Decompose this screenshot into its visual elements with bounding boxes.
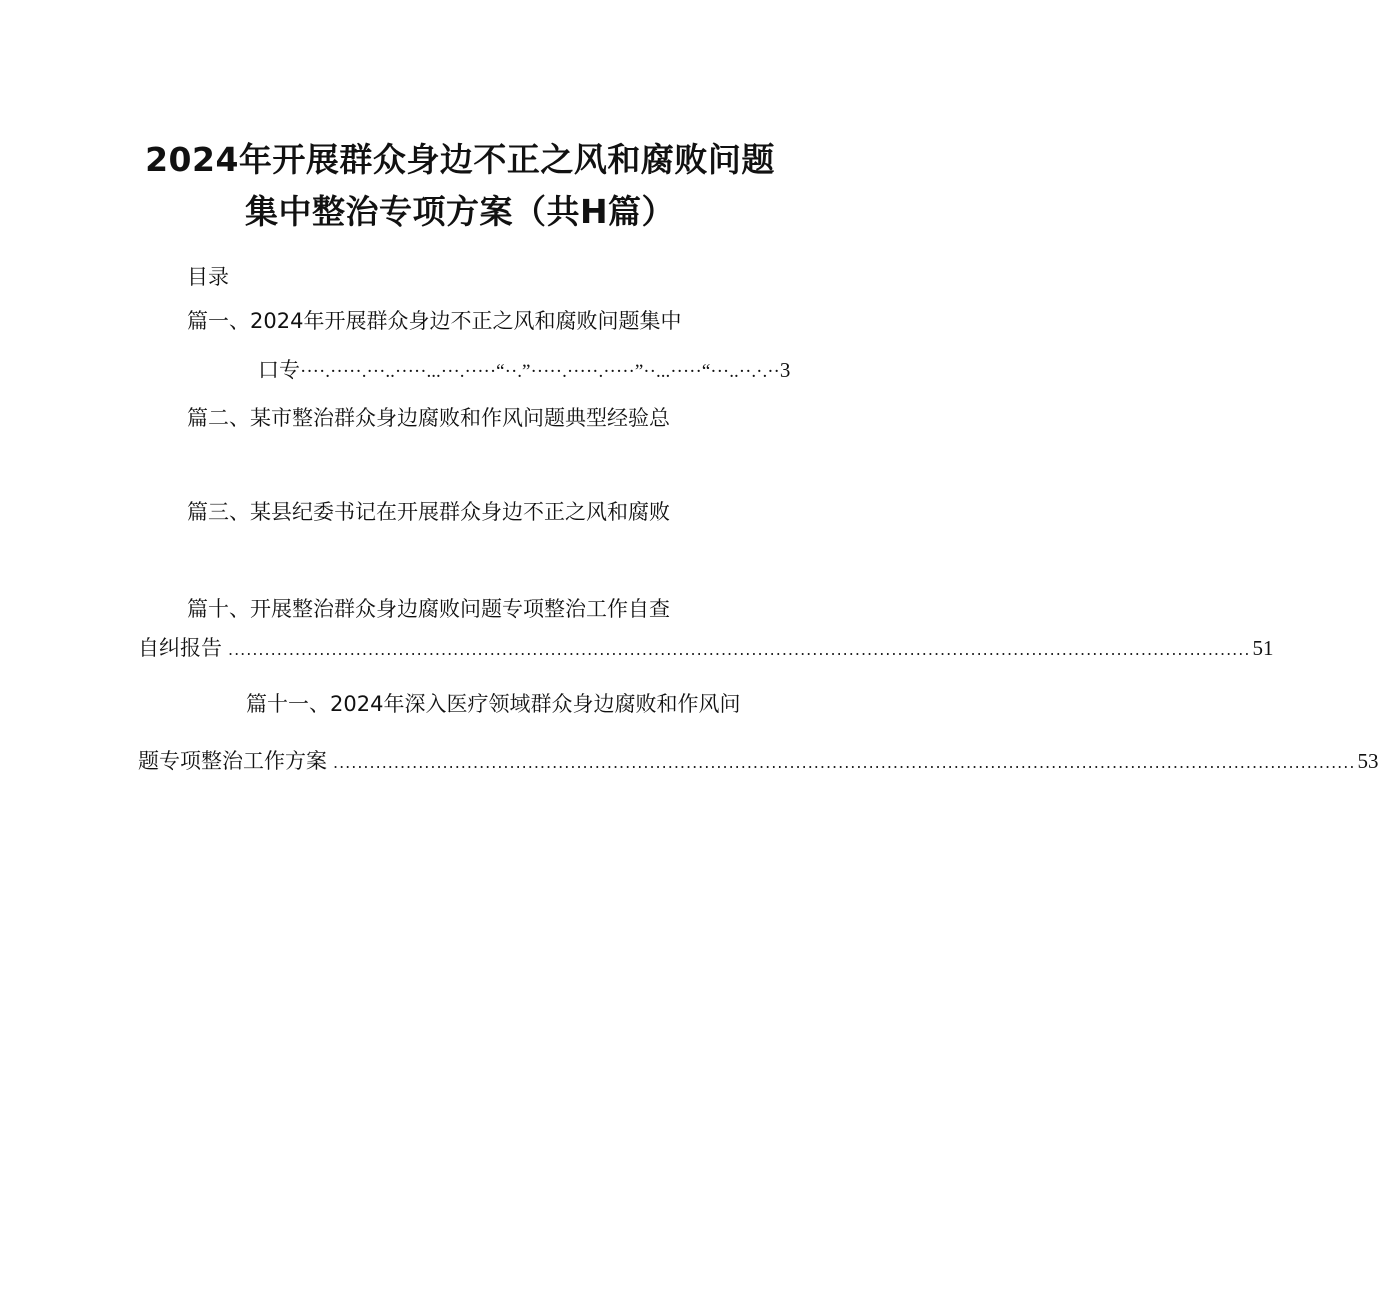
toc-entry-1-continuation[interactable] <box>258 356 790 386</box>
toc-entry-1-title[interactable]: 篇一、2024年开展群众身边不正之风和腐败问题集中 <box>187 309 682 333</box>
toc-entry-2-title[interactable]: 篇二、某市整治群众身边腐败和作风问题典型经验总 <box>187 406 670 430</box>
toc-heading: 目录 <box>187 265 229 289</box>
toc-entry-10-page-number: 51 <box>1252 636 1274 660</box>
toc-entry-11-text: 题专项整治工作方案 <box>138 749 327 773</box>
toc-entry-11-page-number: 53 <box>1357 749 1378 773</box>
toc-entry-3-title[interactable]: 篇三、某县纪委书记在开展群众身边不正之风和腐败 <box>187 500 670 524</box>
toc-entry-11-title[interactable]: 篇十一、2024年深入医疗领域群众身边腐败和作风问 <box>246 692 741 716</box>
toc-entry-1-text: 口专 <box>258 358 300 382</box>
document-title-line-2: 集中整治专项方案（共H篇） <box>244 192 676 231</box>
dot-leader: ........................................................................................................................................................................ <box>228 640 1251 659</box>
toc-entry-10-continuation[interactable] <box>138 634 1274 664</box>
dot-leader: ........................................................................................................................................................................ <box>333 753 1356 772</box>
toc-entry-10-text: 自纠报告 <box>138 636 222 660</box>
toc-entry-1-leader: ····.·····.···..·····...···.·····“··.”·····.·····.·····”··...·····“···..··.·.·· <box>300 361 780 382</box>
toc-entry-1-page-number: 3 <box>779 358 791 382</box>
toc-entry-10-title[interactable]: 篇十、开展整治群众身边腐败问题专项整治工作自查 <box>187 597 670 621</box>
toc-entry-11-continuation[interactable] <box>138 747 1378 777</box>
document-title-line-1: 2024年开展群众身边不正之风和腐败问题 <box>145 140 775 179</box>
